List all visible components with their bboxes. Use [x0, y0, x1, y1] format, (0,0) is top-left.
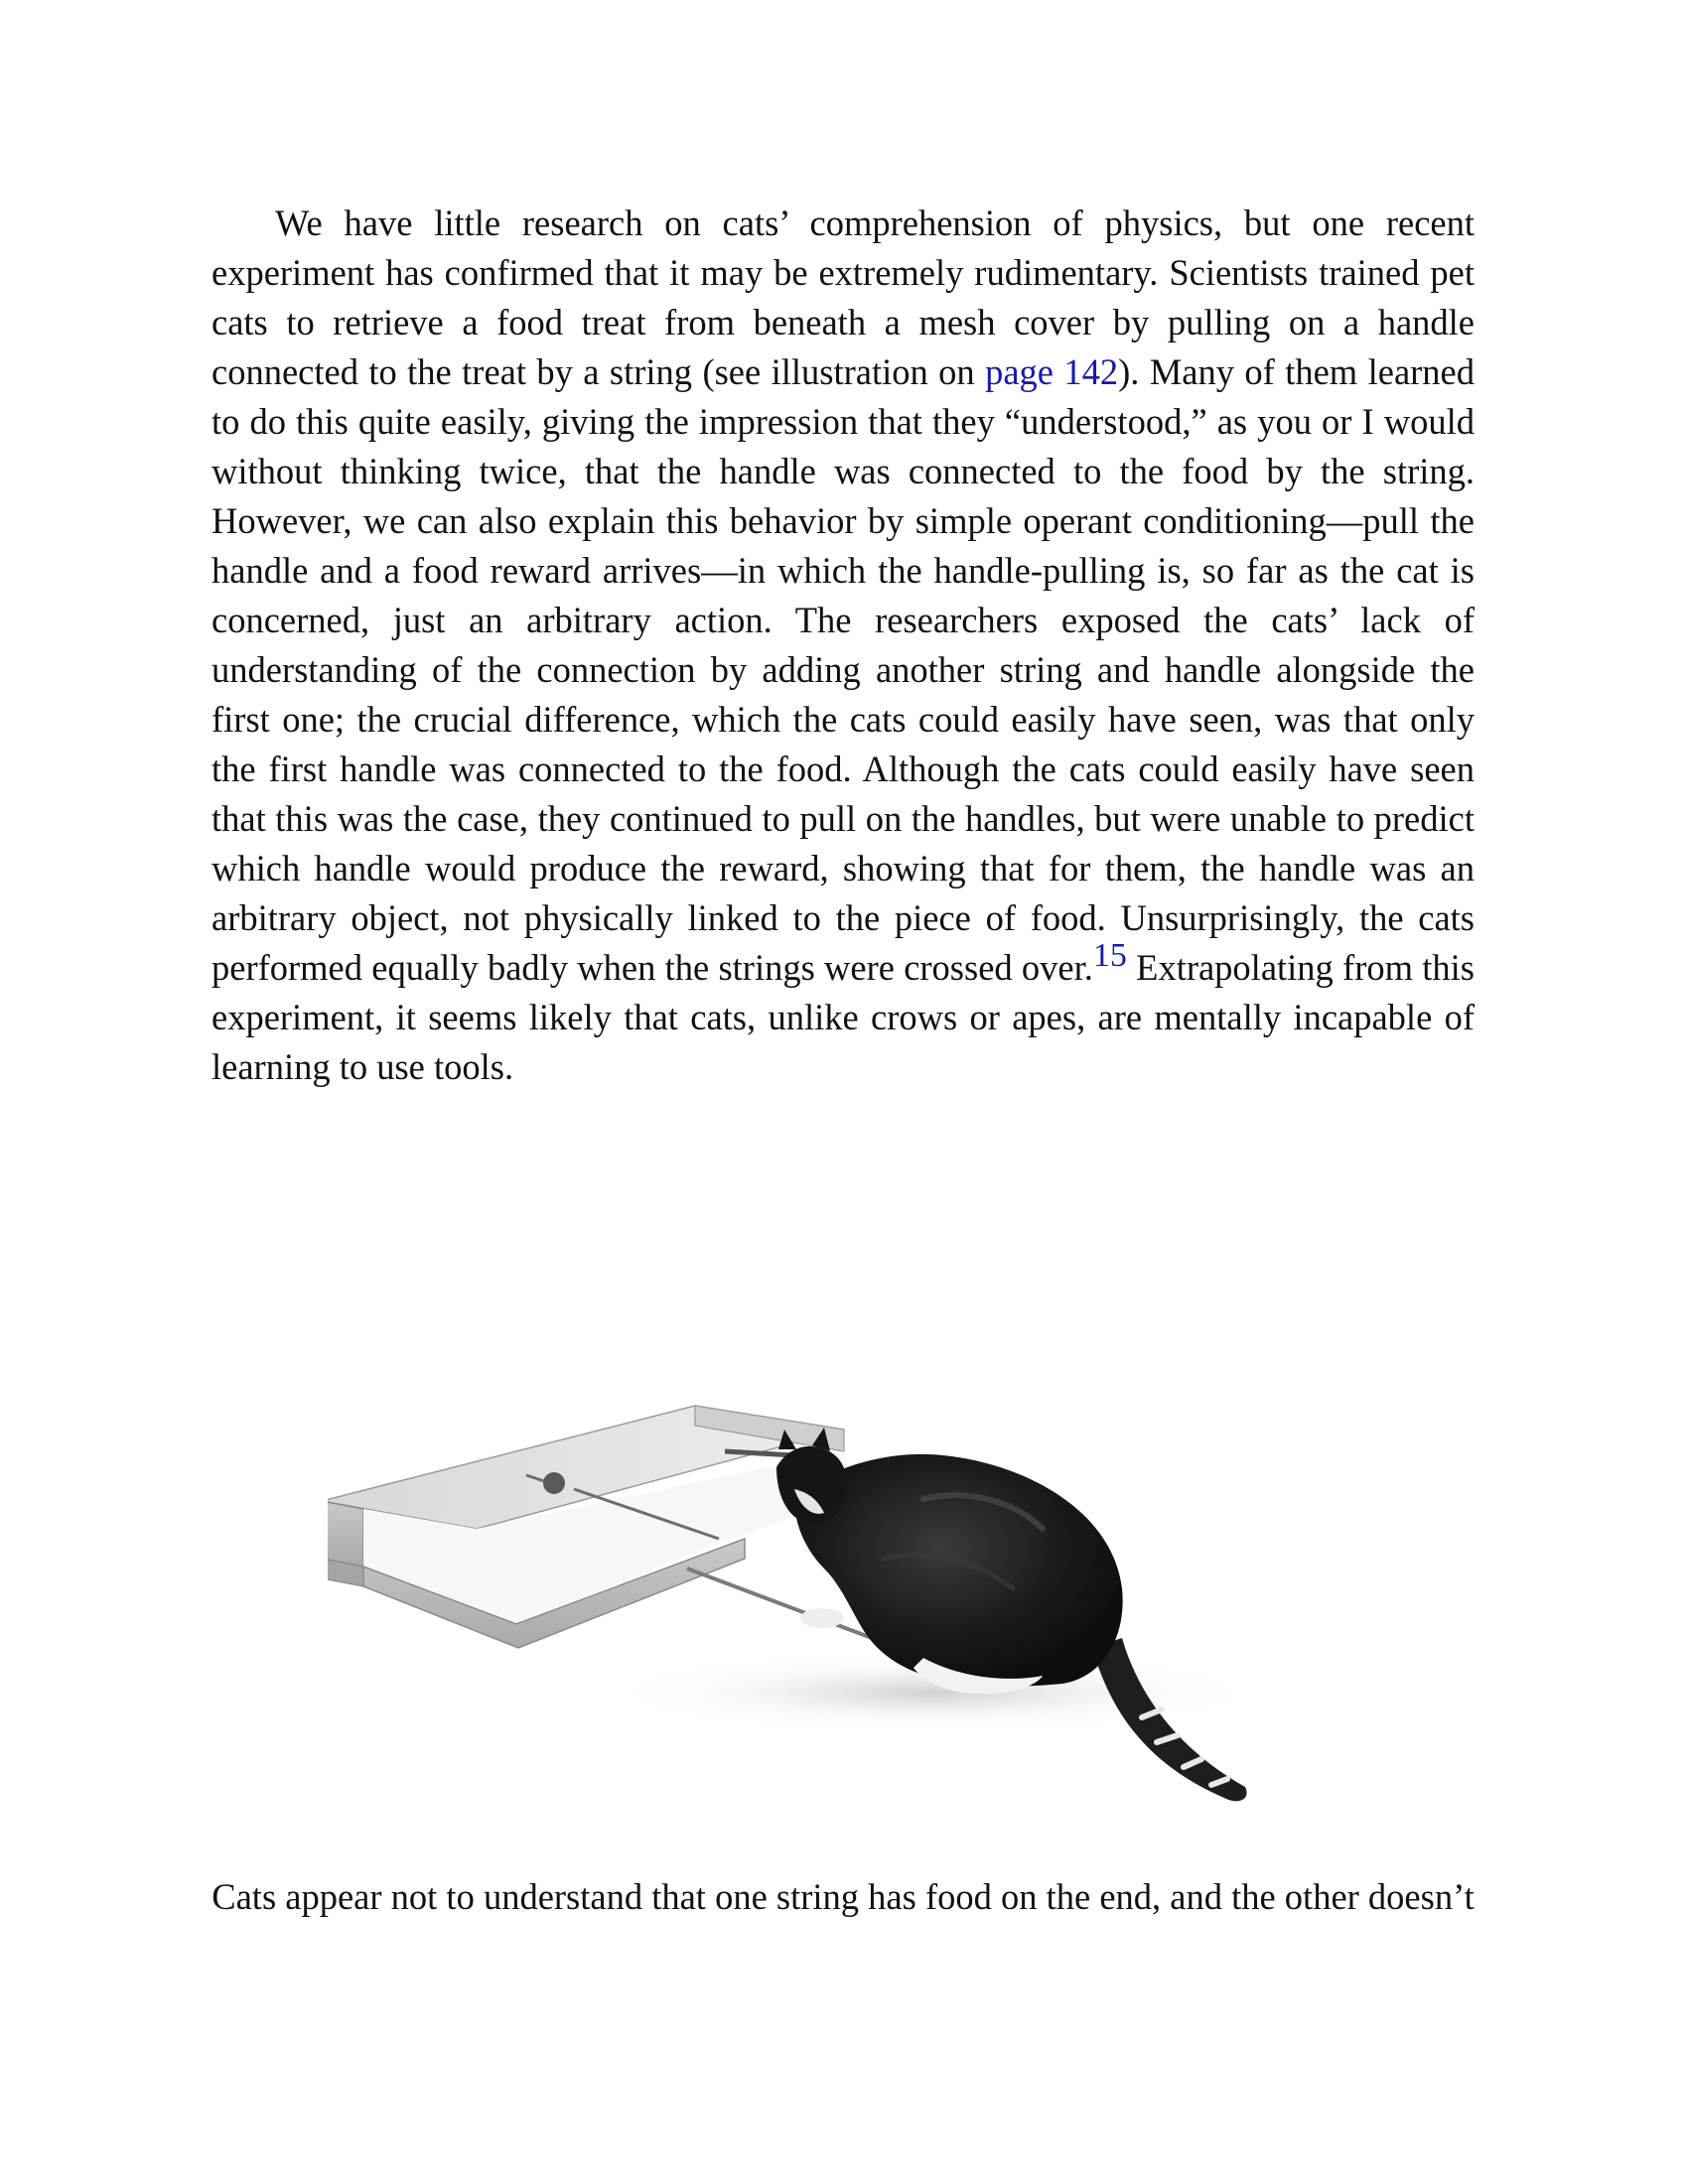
- cat-experiment-illustration: [328, 1390, 1380, 1837]
- footnote-reference-link[interactable]: 15: [1092, 937, 1127, 974]
- paragraph-text-part-2: ). Many of them learned to do this quite easily, giving the impression that they “understood,” as you or I would without thinking twice, that the handle was connected to the food by the string. However, we can also explain this behavior by simple operant conditioning—pull the handle and a food reward arrives—in which the handle-pulling is, so far as the cat is concerned, just an arbitrary action. The researchers exposed the cats’ lack of understanding of the connection by adding another string and handle alongside the first one; the crucial difference, which the cats could easily have seen, was that only the first handle was connected to the food. Although the cats could easily have seen that this was the case, they continued to pull on the handles, but were unable to predict which handle would produce the reward, showing that for them, the handle was an arbitrary object, not physically linked to the piece of food. Unsurprisingly, the cats performed equally badly when the strings were crossed over.: [211, 351, 1475, 988]
- figure-caption: Cats appear not to understand that one string has food on the end, and the other doesn’t: [211, 1876, 1475, 1917]
- cat-front-paw: [800, 1608, 844, 1628]
- food-treat: [543, 1472, 565, 1494]
- paragraph-text-part-1: We have little research on cats’ comprehension of physics, but one recent experiment has confirmed that it may be extremely rudimentary. Scientists trained pet cats to retrieve a food treat from beneath a mesh cover by pulling on a handle connected to the treat by a string (see illustration on: [211, 203, 1475, 392]
- body-paragraph: [211, 199, 1475, 1092]
- paragraph-text-part-3: Extrapolating from this experiment, it seems likely that cats, unlike crows or apes, are mentally incapable of learning to use tools.: [211, 947, 1475, 1087]
- illustration-drawing: [328, 1390, 1380, 1837]
- page-reference-link[interactable]: page 142: [985, 351, 1119, 392]
- box-left-end: [328, 1501, 363, 1567]
